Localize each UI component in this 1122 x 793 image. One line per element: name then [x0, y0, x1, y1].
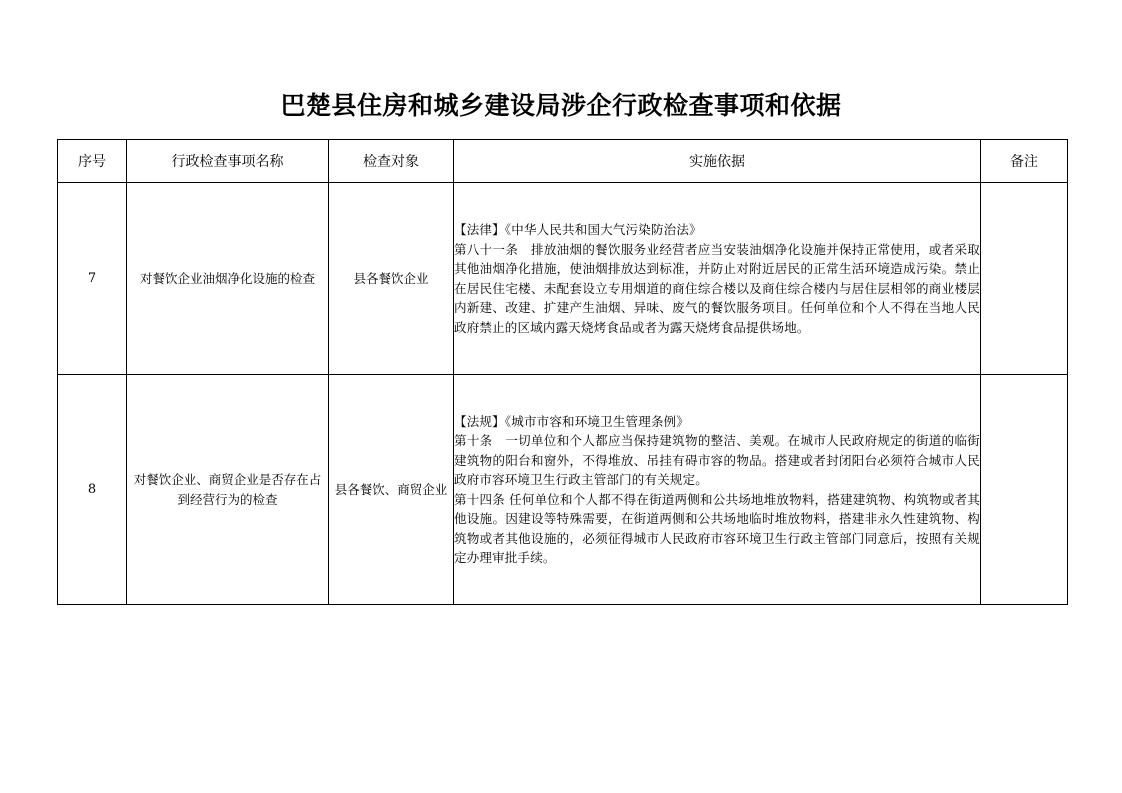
row-item-name-text: 对餐饮企业、商贸企业是否存在占到经营行为的检查 — [133, 471, 322, 507]
row-target-text: 县各餐饮、商贸企业 — [334, 481, 448, 497]
basis-law-title: 【法规】《城市市容和环境卫生管理条例》 — [454, 413, 690, 429]
row-item-name-text: 对餐饮企业油烟净化设施的检查 — [139, 270, 315, 286]
header-index: 序号 — [58, 140, 127, 183]
inspection-table — [57, 139, 1068, 605]
row-basis — [454, 183, 981, 375]
header-target: 检查对象 — [329, 140, 454, 183]
row-remark — [981, 183, 1068, 375]
table-row — [58, 183, 1068, 375]
header-item: 行政检查事项名称 — [127, 140, 329, 183]
row-item-name — [127, 183, 329, 375]
basis-law-title: 【法律】《中华人民共和国大气污染防治法》 — [454, 222, 702, 237]
basis-article: 第八十一条 排放油烟的餐饮服务业经营者应当安装油烟净化设施并保持正常使用，或者采取其他油烟净化措施，使油烟排放达到标准，并防止对附近居民的正常生活环境造成污染。禁止在居民住宅楼、未配套设立专用烟道的商住综合楼以及商住综合楼内与居住层相邻的商业楼层内新建、改建、扩建产生油烟、异味、废气的餐饮服务项目。任何单位和个人不得在当地人民政府禁止的区域内露天烧烤食品或者为露天烧烤食品提供场地。 — [454, 241, 980, 335]
row-index: 7 — [58, 183, 127, 375]
row-target: 县各餐饮企业 — [329, 183, 454, 375]
header-basis: 实施依据 — [454, 140, 981, 183]
table-header-row — [58, 140, 1068, 183]
row-basis — [454, 375, 981, 605]
header-remark: 备注 — [981, 140, 1068, 183]
basis-article: 第十条 一切单位和个人都应当保持建筑物的整洁、美观。在城市人民政府规定的街道的临街建筑物的阳台和窗外，不得堆放、吊挂有碍市容的物品。搭建或者封闭阳台必须符合城市人民政府市容环境卫生行政主管部门的有关规定。 — [454, 433, 980, 487]
page-title: 巴楚县住房和城乡建设局涉企行政检查事项和依据 — [280, 91, 842, 120]
row-remark — [981, 375, 1068, 605]
row-item-name — [127, 375, 329, 605]
row-index: 8 — [58, 375, 127, 605]
basis-article: 第十四条 任何单位和个人都不得在街道两侧和公共场地堆放物料，搭建建筑物、构筑物或者其他设施。因建设等特殊需要，在街道两侧和公共场地临时堆放物料，搭建非永久性建筑物、构筑物或者其他设施的，必须征得城市人民政府市容环境卫生行政主管部门同意后，按照有关规定办理审批手续。 — [454, 491, 980, 565]
row-target — [329, 375, 454, 605]
table-row — [58, 375, 1068, 605]
